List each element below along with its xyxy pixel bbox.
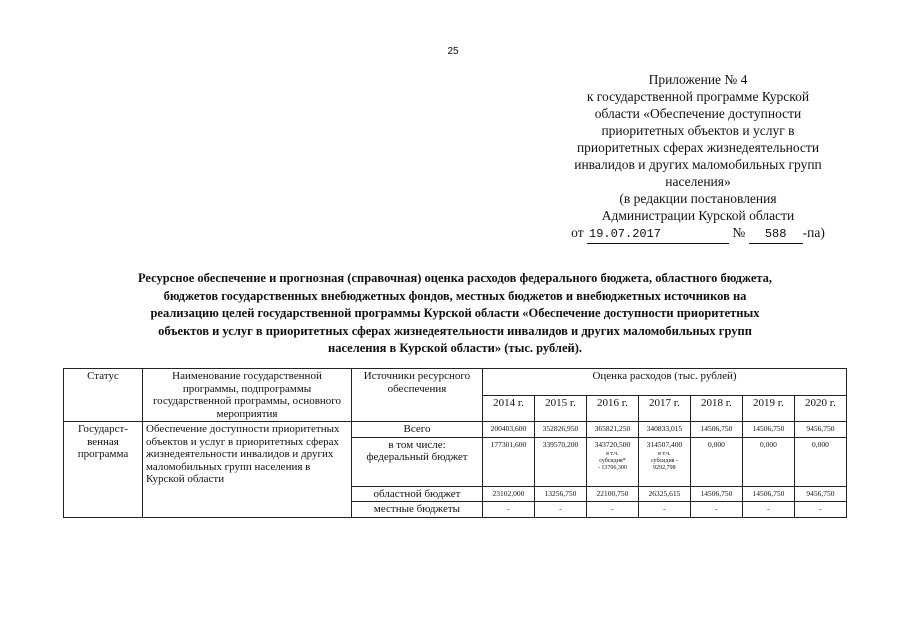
appendix-line: приоритетных сферах жизнедеятельности (576, 140, 820, 155)
title-line: населения в Курской области» (тыс. рублей). (328, 341, 582, 355)
header-year: 2018 г. (690, 395, 742, 422)
value: 314507,400 (646, 439, 683, 449)
number-suffix: -па) (802, 225, 825, 240)
value-cell: 339570,200 (534, 437, 586, 486)
value-cell: 200403,600 (482, 422, 534, 438)
value-cell: 13256,750 (534, 486, 586, 502)
value-cell: 9456,750 (794, 422, 846, 438)
appendix-block (548, 71, 848, 244)
subsidy-line: субсидия* (599, 458, 626, 464)
value: 343720,500 (594, 439, 631, 449)
header-year: 2019 г. (742, 395, 794, 422)
status-cell: Государст-венная программа (64, 422, 143, 518)
appendix-line: (в редакции постановления (619, 191, 777, 206)
appendix-line: инвалидов и других маломобильных групп (574, 157, 822, 172)
value-cell: 0,000 (690, 437, 742, 486)
header-row (64, 369, 847, 396)
appendix-line: Приложение № 4 (648, 72, 748, 87)
value-cell: 14506,750 (742, 486, 794, 502)
value-cell: 352826,950 (534, 422, 586, 438)
appendix-line: Администрации Курской области (601, 208, 795, 223)
value-cell: 0,000 (794, 437, 846, 486)
value-cell: 14506,750 (742, 422, 794, 438)
source-local: местные бюджеты (351, 502, 482, 518)
header-year: 2020 г. (794, 395, 846, 422)
table-row-total (64, 422, 847, 438)
appendix-line: к государственной программе Курской (586, 89, 810, 104)
program-name-cell: Обеспечение доступности приоритетных объектов и услуг в приоритетных сферах жизнедеятельности инвалидов и других маломобильных групп населения в Курской области (143, 422, 352, 518)
title-line: бюджетов государственных внебюджетных фондов, местных бюджетов и внебюджетных источников на (163, 288, 747, 303)
budget-table (63, 368, 847, 518)
resolution-date-line (548, 224, 848, 244)
source-regional: областной бюджет (351, 486, 482, 502)
value-cell: 9456,750 (794, 486, 846, 502)
value-cell: 365821,250 (586, 422, 638, 438)
value-cell-with-subsidy (638, 437, 690, 486)
page-number: 25 (447, 46, 459, 57)
value-cell: 14506,750 (690, 486, 742, 502)
source-total: Всего (351, 422, 482, 438)
subsidy-line: - 13706,300 (597, 465, 627, 471)
subsidy-note (590, 451, 635, 472)
title-line: объектов и услуг в приоритетных сферах жизнедеятельности инвалидов и других маломобильных групп (158, 323, 752, 338)
document-title (70, 270, 840, 358)
value-cell: 14506,750 (690, 422, 742, 438)
value-cell: 22100,750 (586, 486, 638, 502)
header-year: 2016 г. (586, 395, 638, 422)
appendix-line: населения» (665, 174, 731, 189)
value-cell: - (742, 502, 794, 518)
value-cell: 23102,000 (482, 486, 534, 502)
value-cell: 0,000 (742, 437, 794, 486)
value-cell: - (690, 502, 742, 518)
appendix-line: приоритетных объектов и услуг в (601, 123, 795, 138)
value-cell: - (482, 502, 534, 518)
resolution-date: 19.07.2017 (587, 226, 729, 244)
header-status: Статус (64, 369, 143, 422)
header-year: 2017 г. (638, 395, 690, 422)
subsidy-note (642, 451, 687, 472)
date-prefix: от (571, 225, 584, 240)
subsidy-line: в т.ч. (606, 451, 619, 457)
header-name: Наименование государственной программы, подпрограммы государственной программы, основного мероприятия (143, 369, 352, 422)
source-federal (351, 437, 482, 486)
number-prefix: № (732, 225, 746, 240)
value-cell-with-subsidy (586, 437, 638, 486)
header-source: Источники ресурсного обеспечения (351, 369, 482, 422)
value-cell: - (534, 502, 586, 518)
value-cell: - (586, 502, 638, 518)
title-line: реализацию целей государственной программы Курской области «Обеспечение доступности приоритетных (150, 306, 760, 320)
title-line: Ресурсное обеспечение и прогнозная (справочная) оценка расходов федерального бюджета, областного бюджета, (137, 271, 773, 285)
source-federal-top: в том числе: (388, 438, 446, 451)
value-cell: - (638, 502, 690, 518)
subsidy-line: субсидия - (650, 458, 678, 464)
value-cell: 340833,015 (638, 422, 690, 438)
appendix-line: области «Обеспечение доступности (594, 106, 802, 121)
value-cell: 177301,600 (482, 437, 534, 486)
header-year: 2014 г. (482, 395, 534, 422)
resolution-number: 588 (749, 226, 803, 244)
subsidy-line: в т.ч. (658, 451, 671, 457)
header-year: 2015 г. (534, 395, 586, 422)
header-estimate: Оценка расходов (тыс. рублей) (482, 369, 846, 396)
value-cell: 26325,615 (638, 486, 690, 502)
value-cell: - (794, 502, 846, 518)
subsidy-line: 9292,798 (653, 465, 676, 471)
source-federal-bottom: федеральный бюджет (366, 451, 468, 463)
